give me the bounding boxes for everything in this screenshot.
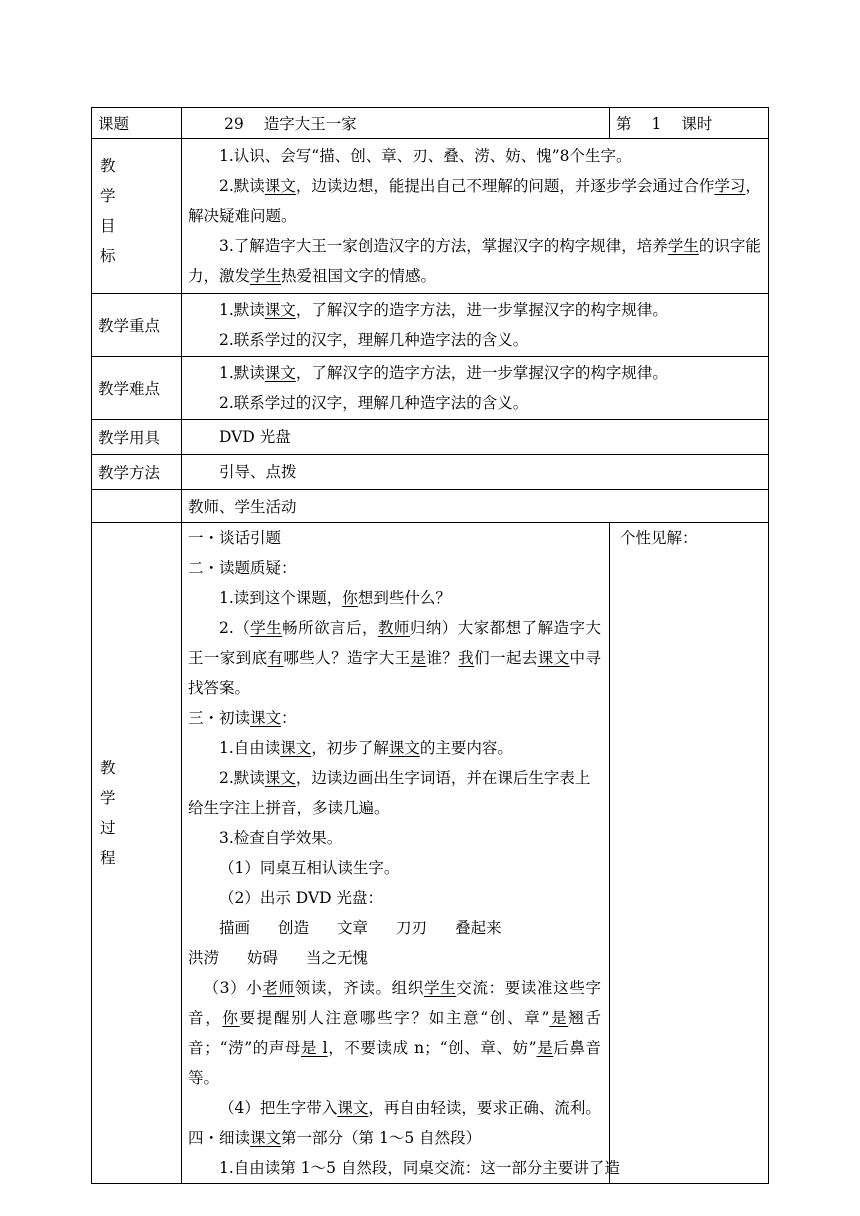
method-label: 教学方法 <box>92 455 182 490</box>
difficulties-row <box>92 357 769 420</box>
personal-insight-cell <box>610 523 769 1184</box>
period-cell <box>610 108 769 139</box>
word: 当之无愧 <box>306 949 369 967</box>
difficulty-2: 2.联系学过的汉字，理解几种造字法的含义。 <box>219 394 529 412</box>
section-1-heading: 一・谈话引题 <box>188 529 282 547</box>
tools-row <box>92 420 769 455</box>
personal-insight-label: 个性见解： <box>620 529 698 547</box>
key-points-row <box>92 294 769 357</box>
objectives-label-char: 学 <box>100 187 116 205</box>
section-4-heading: 四・细读课文第一部分（第 1～5 自然段） <box>188 1129 482 1147</box>
tools-cell <box>182 420 769 455</box>
key-points-label: 教学重点 <box>92 294 182 357</box>
step-2-2: 2.（学生畅所欲言后，教师归纳）大家都想了解造字大王一家到底有哪些人？造字大王是谁？我们一起去课文中寻找答案。 <box>188 619 601 697</box>
difficulty-1: 1.默读课文，了解汉字的造字方法，进一步掌握汉字的构字规律。 <box>219 364 668 382</box>
objective-1: 1.认识、会写“描、创、章、刃、叠、涝、妨、愧”8个生字。 <box>219 147 632 165</box>
activity-header-row <box>92 490 769 523</box>
process-label-char: 过 <box>100 819 116 837</box>
step-3-3-4: （4）把生字带入课文，再自由轻读，要求正确、流利。 <box>219 1099 601 1117</box>
word: 妨碍 <box>247 949 279 967</box>
key-points-content <box>182 294 769 357</box>
period-unit: 课时 <box>681 115 713 133</box>
lesson-title: 造字大王一家 <box>263 115 357 133</box>
word-list-1 <box>188 913 601 943</box>
word-list-2 <box>188 943 601 973</box>
tools-value: DVD 光盘 <box>219 428 291 446</box>
lesson-plan-table <box>91 107 769 1184</box>
section-2-heading: 二・读题质疑： <box>188 559 297 577</box>
objectives-label <box>92 139 182 294</box>
objectives-row <box>92 139 769 294</box>
step-3-1: 1.自由读课文，初步了解课文的主要内容。 <box>219 739 513 757</box>
process-label <box>92 523 182 1184</box>
step-3-3: 3.检查自学效果。 <box>219 829 343 847</box>
section-3-heading: 三・初读课文： <box>188 709 297 727</box>
word: 文章 <box>337 919 369 937</box>
objectives-label-char: 目 <box>100 217 116 235</box>
method-value: 引导、点拨 <box>219 463 297 481</box>
word: 叠起来 <box>455 919 502 937</box>
method-cell <box>182 455 769 490</box>
step-3-3-1: （1）同桌互相认读生字。 <box>219 859 400 877</box>
step-3-3-3: （3）小老师领读，齐读。组织学生交流：要读准这些字音，你要提醒别人注意哪些字？如主意“创、章”是翘舌音；“涝”的声母是 l，不要读成 n；“创、章、妨”是后鼻音等。 <box>188 979 601 1087</box>
header-row <box>92 108 769 139</box>
objectives-label-char: 教 <box>100 157 116 175</box>
period-number: 1 <box>651 115 662 133</box>
difficulties-content <box>182 357 769 420</box>
activity-header-empty <box>92 490 182 523</box>
word: 描画 <box>219 919 251 937</box>
process-content <box>182 523 620 1184</box>
key-point-1: 1.默读课文，了解汉字的造字方法，进一步掌握汉字的构字规律。 <box>219 301 668 319</box>
word: 刀刃 <box>396 919 428 937</box>
lesson-number: 29 <box>224 115 244 133</box>
step-3-3-2: （2）出示 DVD 光盘： <box>219 889 383 907</box>
process-label-char: 学 <box>100 789 116 807</box>
lesson-title-cell <box>182 108 610 139</box>
step-3-2: 2.默读课文，边读边画出生字词语，并在课后生字表上给生字注上拼音，多读几遍。 <box>188 769 591 817</box>
difficulties-label: 教学难点 <box>92 357 182 420</box>
process-label-char: 程 <box>100 849 116 867</box>
activity-header: 教师、学生活动 <box>182 490 769 523</box>
objectives-label-char: 标 <box>100 247 116 265</box>
step-4-1: 1.自由读第 1～5 自然段，同桌交流：这一部分主要讲了造 <box>219 1159 620 1177</box>
objectives-content <box>182 139 769 294</box>
objective-2: 2.默读课文，边读边想，能提出自己不理解的问题，并逐步学会通过合作学习，解决疑难问题。 <box>188 177 761 225</box>
word: 洪涝 <box>188 949 220 967</box>
period-di: 第 <box>616 115 632 133</box>
step-2-1: 1.读到这个课题，你想到些什么？ <box>219 589 451 607</box>
process-row <box>92 523 769 1184</box>
tools-label: 教学用具 <box>92 420 182 455</box>
title-label: 课题 <box>92 108 182 139</box>
process-label-char: 教 <box>100 759 116 777</box>
word: 创造 <box>278 919 310 937</box>
method-row <box>92 455 769 490</box>
objective-3: 3.了解造字大王一家创造汉字的方法，掌握汉字的构字规律，培养学生的识字能力，激发学生热爱祖国文字的情感。 <box>188 237 761 285</box>
key-point-2: 2.联系学过的汉字，理解几种造字法的含义。 <box>219 331 529 349</box>
